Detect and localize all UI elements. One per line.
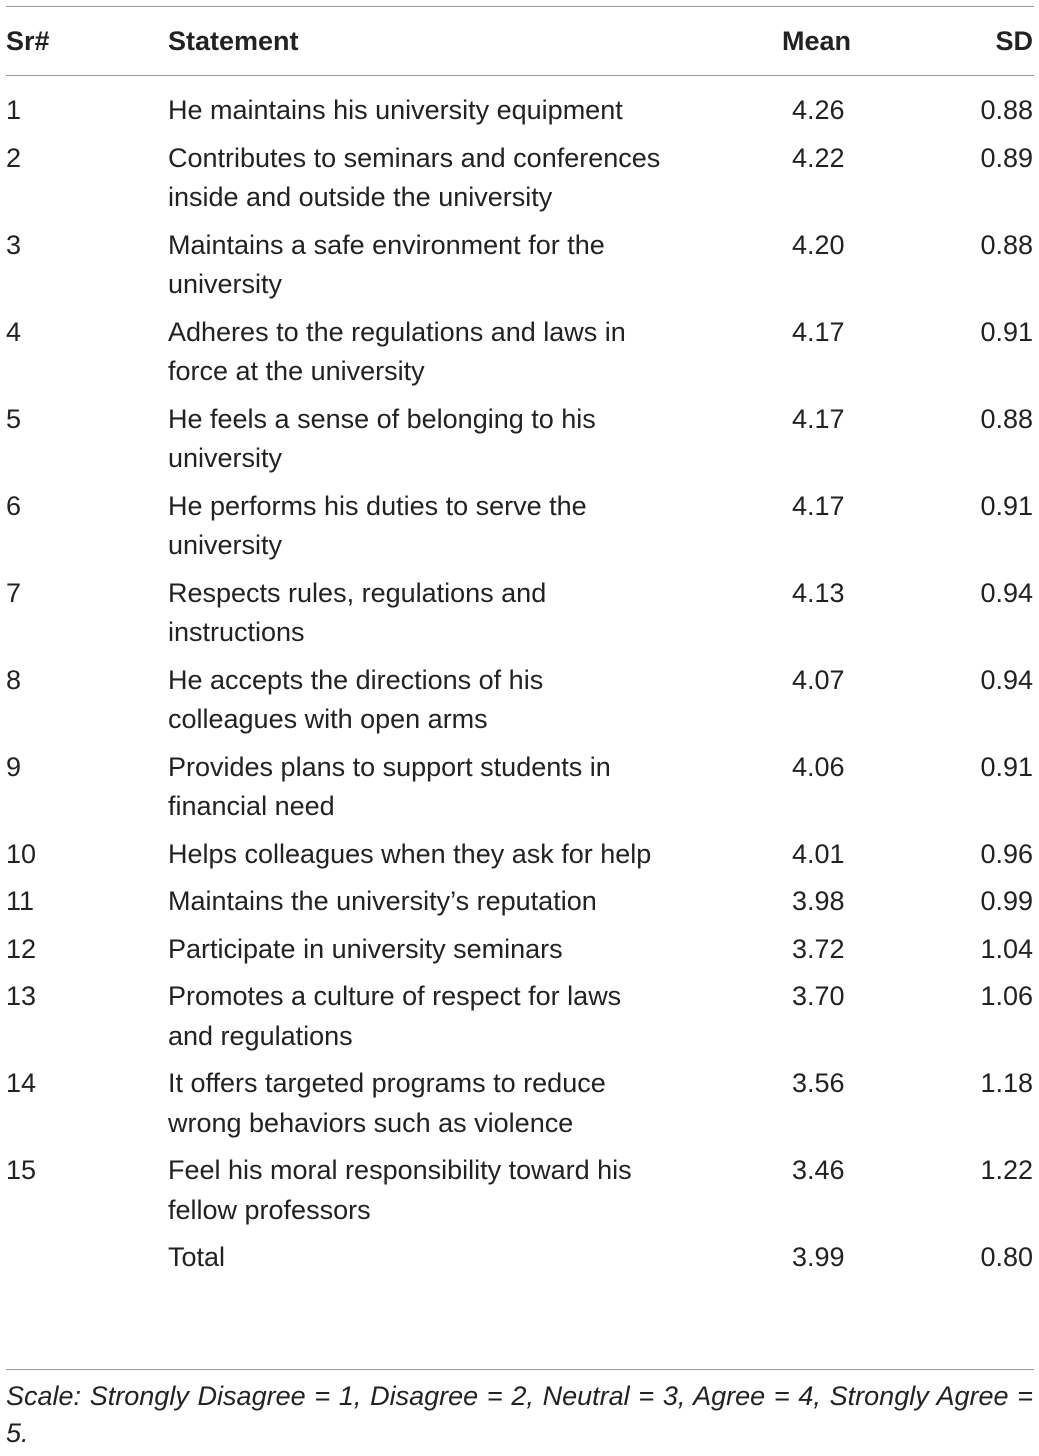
row-mean: 3.99	[792, 1242, 845, 1272]
row-sr: 11	[6, 886, 35, 916]
table-header-row	[0, 6, 1039, 75]
row-sd: 1.06	[980, 981, 1033, 1011]
row-statement: Respects rules, regulations and instructions	[168, 577, 547, 647]
row-sr: 3	[6, 229, 22, 260]
row-statement: Participate in university seminars	[168, 933, 563, 964]
row-mean: 4.17	[792, 316, 845, 347]
table-row	[0, 91, 1039, 139]
row-mean: 3.70	[792, 981, 845, 1011]
table-row	[0, 226, 1039, 313]
table-body	[0, 91, 1039, 1286]
row-statement: Promotes a culture of respect for laws and regulations	[168, 981, 622, 1051]
row-mean: 3.98	[792, 886, 845, 916]
row-statement: Feel his moral responsibility toward his fellow professors	[168, 1155, 632, 1225]
table-row	[0, 487, 1039, 574]
row-sd: 1.22	[980, 1155, 1033, 1185]
row-sd: 0.94	[980, 664, 1033, 695]
row-sd: 0.91	[980, 490, 1033, 521]
row-sd: 0.94	[980, 577, 1033, 608]
row-sd: 1.18	[980, 1068, 1033, 1098]
row-sd: 0.88	[980, 403, 1033, 434]
row-mean: 3.72	[792, 933, 845, 964]
header-sd: SD	[995, 26, 1033, 56]
row-sd: 1.04	[980, 933, 1033, 964]
header-statement: Statement	[168, 26, 299, 56]
row-sd: 0.96	[980, 838, 1033, 869]
row-sd: 0.91	[980, 316, 1033, 347]
row-statement: He performs his duties to serve the university	[168, 490, 587, 560]
row-sd: 0.88	[980, 229, 1033, 260]
row-statement: It offers targeted programs to reduce wrong behaviors such as violence	[168, 1068, 606, 1138]
row-mean: 4.01	[792, 838, 845, 869]
row-sd: 0.88	[980, 95, 1033, 125]
row-sr: 8	[6, 664, 22, 695]
row-mean: 4.07	[792, 664, 845, 695]
table-row	[0, 400, 1039, 487]
row-mean: 4.13	[792, 577, 845, 608]
table-row	[0, 748, 1039, 835]
header-sr: Sr#	[6, 26, 50, 56]
row-sd: 0.99	[980, 886, 1033, 916]
row-statement: Maintains the university’s reputation	[168, 886, 597, 916]
table-header-rule	[6, 75, 1034, 76]
row-mean: 3.46	[792, 1155, 845, 1185]
row-statement: Adheres to the regulations and laws in force at the university	[168, 316, 626, 386]
row-statement: Contributes to seminars and conferences inside and outside the university	[168, 142, 661, 212]
row-sr: 4	[6, 316, 22, 347]
table-row	[0, 661, 1039, 748]
row-sr: 1	[6, 95, 22, 125]
table-row	[0, 139, 1039, 226]
table-row	[0, 1151, 1039, 1238]
table-row	[0, 1064, 1039, 1151]
row-statement: Maintains a safe environment for the university	[168, 229, 605, 299]
row-sr: 6	[6, 490, 22, 521]
row-mean: 3.56	[792, 1068, 845, 1098]
row-sd: 0.80	[980, 1242, 1033, 1272]
row-sr: 7	[6, 577, 22, 608]
row-sr: 10	[6, 838, 37, 869]
row-mean: 4.22	[792, 142, 845, 173]
table-footnote: Scale: Strongly Disagree = 1, Disagree = 2, Neutral = 3, Agree = 4, Strongly Agree = 5.	[6, 1381, 1033, 1448]
row-statement: He feels a sense of belonging to his university	[168, 403, 596, 473]
row-statement: He maintains his university equipment	[168, 95, 623, 125]
row-statement: Total	[168, 1242, 226, 1272]
row-mean: 4.26	[792, 95, 845, 125]
row-sr: 12	[6, 933, 37, 964]
row-sr: 14	[6, 1068, 37, 1098]
table-row	[0, 930, 1039, 978]
row-sr: 5	[6, 403, 22, 434]
table-row	[0, 882, 1039, 930]
row-sr: 15	[6, 1155, 37, 1185]
row-statement: He accepts the directions of his colleagues with open arms	[168, 664, 544, 734]
table-row	[0, 313, 1039, 400]
row-mean: 4.17	[792, 490, 845, 521]
table-bottom-rule	[6, 1369, 1034, 1370]
row-statement: Helps colleagues when they ask for help	[168, 838, 652, 869]
table-row	[0, 574, 1039, 661]
header-mean: Mean	[782, 26, 852, 56]
table-row	[0, 977, 1039, 1064]
row-mean: 4.06	[792, 751, 845, 782]
row-mean: 4.17	[792, 403, 845, 434]
row-sr: 9	[6, 751, 22, 782]
row-sr: 2	[6, 142, 22, 173]
row-statement: Provides plans to support students in financial need	[168, 751, 611, 821]
table-row	[0, 835, 1039, 883]
row-mean: 4.20	[792, 229, 845, 260]
row-sd: 0.91	[980, 751, 1033, 782]
table-total-row	[0, 1238, 1039, 1286]
row-sr: 13	[6, 981, 37, 1011]
row-sd: 0.89	[980, 142, 1033, 173]
